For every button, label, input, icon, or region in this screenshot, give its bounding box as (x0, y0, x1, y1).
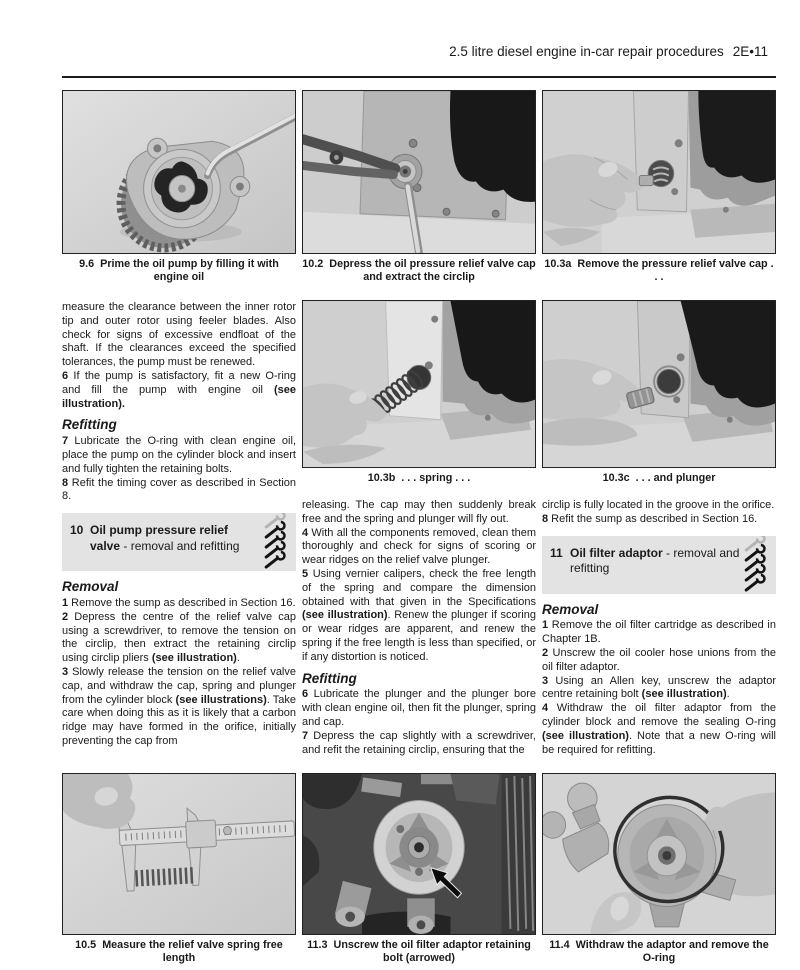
paragraph: 4 With all the components removed, clean them thoroughly and check for signs of scoring or wear ridges on the relief valve plunger. (302, 526, 536, 567)
paragraph: 6 Lubricate the plunger and the plunger bore with clean engine oil, then fit the plunger, spring and cap. (302, 688, 536, 728)
text-column-2 (302, 499, 536, 757)
paragraph: 2 Unscrew the oil cooler hose unions from the oil filter adaptor. (542, 646, 776, 673)
spring-removal-illustration (303, 301, 535, 467)
section-number: 10 (70, 523, 84, 538)
difficulty-spanners-icon (742, 536, 772, 594)
subheading-removal: Removal (62, 579, 119, 595)
figure-10-5 (62, 773, 296, 965)
relief-valve-circlip-illustration (303, 91, 535, 253)
figure-9-6 (62, 90, 296, 284)
relief-valve-cap-illustration (543, 91, 775, 253)
photo-depress-relief-valve-cap (302, 90, 536, 254)
paragraph: 1 Remove the sump as described in Section 16. (62, 596, 296, 609)
subheading-removal: Removal (542, 601, 599, 617)
figure-10-3c (542, 300, 776, 485)
section-11-header (542, 536, 776, 594)
oil-pump-illustration (63, 91, 295, 253)
figure-11-4 (542, 773, 776, 965)
header-rule (62, 76, 776, 78)
photo-remove-relief-valve-cap (542, 90, 776, 254)
section-10-header (62, 513, 296, 571)
figure-10-3b (302, 300, 536, 485)
caption-11-3: 11.3 Unscrew the oil filter adaptor retaining bolt (arrowed) (307, 939, 531, 964)
page-header (449, 44, 768, 59)
paragraph: 3 Slowly release the tension on the relief valve cap, and withdraw the cap, spring and plunger from the cylinder block (see illustrations). Take care when doing this as it is likely that a carbon ridge may have formed in the orifice, initially preventing the cap from (62, 665, 296, 747)
text-column-3 (542, 499, 776, 757)
paragraph: 3 Using an Allen key, unscrew the adaptor centre retaining bolt (see illustration). (542, 674, 776, 701)
caption-10-3b: 10.3b . . . spring . . . (367, 472, 471, 484)
paragraph: 8 Refit the sump as described in Section 16. (542, 512, 758, 525)
caption-10-5: 10.5 Measure the relief valve spring free length (75, 939, 283, 964)
paragraph: 5 Using vernier calipers, check the free length of the spring and compare the dimension obtained with that given in the Specifications (see illustration). Renew the plunger if scoring or wear ridges are apparent, and renew the spring if the free length is less than specified, or if any distortion is noticed. (302, 567, 536, 663)
figure-10-2 (302, 90, 536, 284)
paragraph: 4 Withdraw the oil filter adaptor from the cylinder block and remove the sealing O-ring (see illustration). Note that a new O-ring will be required for refitting. (542, 702, 776, 756)
figure-11-3 (302, 773, 536, 965)
plunger-removal-illustration (543, 301, 775, 467)
paragraph: 8 Refit the timing cover as described in Section 8. (62, 476, 296, 503)
photo-relief-valve-plunger (542, 300, 776, 468)
paragraph: 7 Lubricate the O-ring with clean engine oil, place the pump on the cylinder block and insert and fully tighten the retaining bolts. (62, 435, 296, 475)
paragraph: measure the clearance between the inner rotor tip and outer rotor using feeler blades. Also check for signs of excessive endfloat of the shaft. If the clearances exceed the specified tolerances, the pump must be renewed. (62, 301, 296, 369)
photo-relief-valve-spring (302, 300, 536, 468)
subheading-refitting: Refitting (62, 417, 117, 433)
text-column-1 (62, 301, 296, 749)
section-title: Oil filter adaptor - removal and refitting (570, 545, 740, 576)
caption-10-2: 10.2 Depress the oil pressure relief valve cap and extract the circlip (302, 258, 536, 283)
caption-9-6: 9.6 Prime the oil pump by filling it with engine oil (79, 258, 279, 283)
subheading-refitting: Refitting (302, 670, 357, 686)
paragraph: 6 If the pump is satisfactory, fit a new O-ring and fill the pump with engine oil (see illustration). (62, 369, 296, 410)
paragraph: circlip is fully located in the groove in the orifice. (542, 499, 775, 511)
header-title: 2.5 litre diesel engine in-car repair procedures (449, 44, 724, 59)
caption-10-3c: 10.3c . . . and plunger (602, 472, 716, 484)
photo-oil-pump-priming (62, 90, 296, 254)
oil-filter-adaptor-bolt-illustration (303, 774, 535, 934)
paragraph: releasing. The cap may then suddenly break free and the spring and plunger will fly out. (302, 499, 536, 525)
paragraph: 2 Depress the centre of the relief valve cap using a screwdriver, to remove the tension on the circlip, then extract the retaining circlip using circlip pliers (see illustration). (62, 610, 296, 665)
caption-10-3a: 10.3a Remove the pressure relief valve cap . . . (544, 258, 774, 283)
photo-withdraw-adaptor (542, 773, 776, 935)
figure-10-3a (542, 90, 776, 284)
section-title: Oil pump pressure relief valve - removal and refitting (90, 523, 240, 553)
paragraph: 1 Remove the oil filter cartridge as described in Chapter 1B. (542, 619, 776, 646)
adaptor-oring-illustration (543, 774, 775, 934)
section-number: 11 (550, 545, 563, 560)
photo-measure-spring (62, 773, 296, 935)
paragraph: 7 Depress the cap slightly with a screwdriver, and refit the retaining circlip, ensuring that the (302, 729, 536, 756)
difficulty-spanners-icon (262, 513, 292, 571)
photo-adaptor-retaining-bolt (302, 773, 536, 935)
page-number: 2E•11 (732, 44, 768, 59)
vernier-caliper-illustration (63, 774, 295, 934)
caption-11-4: 11.4 Withdraw the adaptor and remove the O-ring (549, 939, 769, 964)
